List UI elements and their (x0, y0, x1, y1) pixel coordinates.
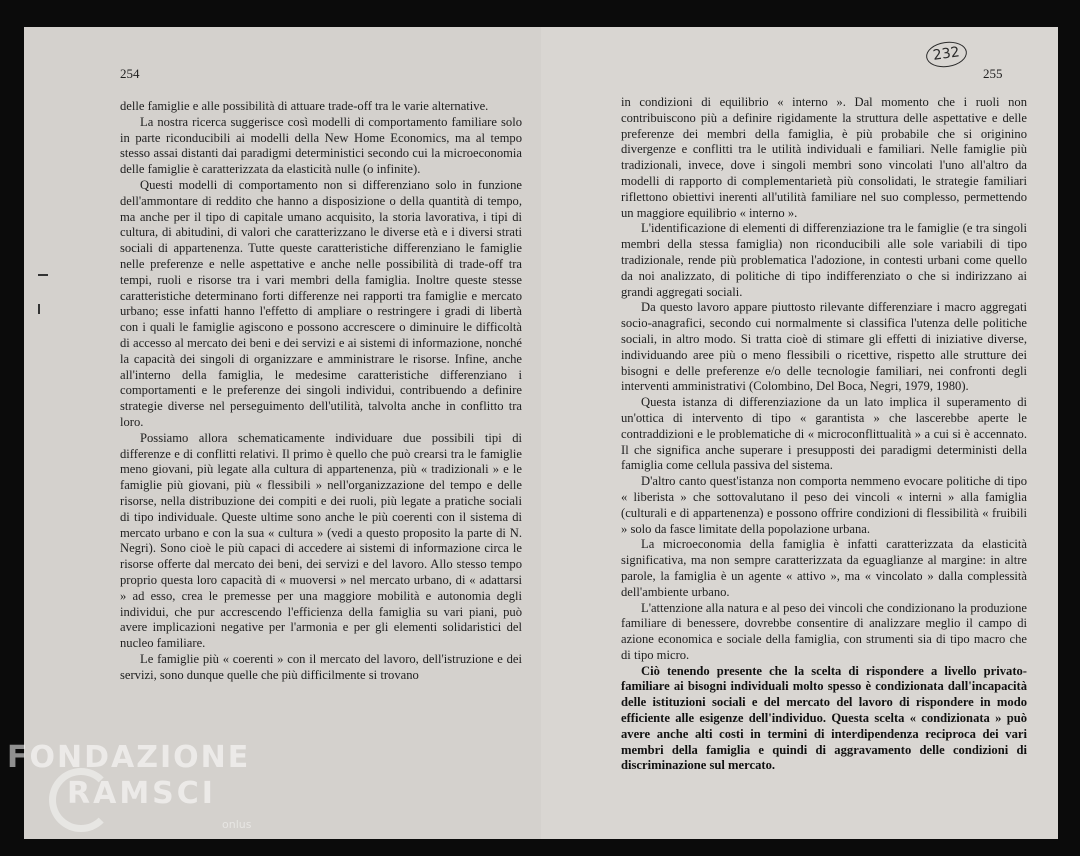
handwritten-archive-number: 232 (924, 39, 968, 69)
paragraph: D'altro canto quest'istanza non comporta nemmeno evocare politiche di tipo « liberista » che sottovalutano il peso dei vincoli « interni » alla famiglia (culturali e di appartenenza) e possono offrire condizioni di flessibilità « fruibili » solo da fasce limitate della popolazione urbana. (621, 474, 1027, 536)
right-page (541, 27, 1058, 839)
left-text-column (120, 99, 522, 683)
paragraph: L'identificazione di elementi di differenziazione tra le famiglie (e tra singoli membri della stessa famiglia) non riconducibili alle sole variabili di tipo tradizionale, rende più problematica l'adozione, in contesti urbani come quello da noi analizzato, di politiche di tipo indifferenziato o che si indirizzano ai grandi aggregati sociali. (621, 221, 1027, 299)
paragraph: Le famiglie più « coerenti » con il mercato del lavoro, dell'istruzione e dei servizi, sono dunque quelle che più difficilmente si trovano (120, 651, 522, 682)
scanned-sheet (24, 27, 1058, 839)
watermark-line3: onlus (222, 818, 252, 831)
page-number-right: 255 (983, 66, 1003, 81)
margin-mark (38, 304, 40, 314)
watermark-line2: RAMSCI (67, 776, 216, 811)
paragraph: L'attenzione alla natura e al peso dei vincoli che condizionano la produzione familiare di benessere, dovrebbe consentire di analizzare meglio il campo di azione economica e sociale della famiglia, con strumenti sia di tipo macro che di tipo micro. (621, 600, 1027, 662)
right-text-column (621, 95, 1027, 774)
left-page (24, 27, 541, 839)
watermark-line1: FONDAZIONE (7, 740, 251, 775)
paragraph: Questa istanza di differenziazione da un lato implica il superamento di un'ottica di intervento di tipo « garantista » che lascerebbe aperte le contraddizioni e le problematiche di « microconflittualità » a cui si è accennato. Il che significa anche superare i presupposti dei paradigmi deterministi della famiglia come cellula passiva del sistema. (621, 395, 1027, 473)
fondazione-gramsci-watermark (7, 740, 272, 840)
paragraph: Da questo lavoro appare piuttosto rilevante differenziare i macro aggregati socio-anagrafici, secondo cui normalmente si classifica l'utenza delle politiche sociali, in altro modo. Si tratta cioè di stimare gli effetti di iniziative diverse, individuando aree più o meno flessibili o ricettive, rispetto alle strutture dei bisogni e delle preferenze e/o delle tecnologie familiari, nei confronti degli interventi amministrativi (Colombino, Del Boca, Negri, 1979, 1980). (621, 300, 1027, 394)
paragraph: Questi modelli di comportamento non si differenziano solo in funzione dell'ammontare di reddito che hanno a disposizione o della quantità di tempo, ma anche per il tipo di capitale umano acquisito, la storia lavorativa, i tipi di cultura, di abitudini, di valori che caratterizzano le diverse età e i diversi strati sociali di appartenenza. Tutte queste caratteristiche differenziano le famiglie nelle preferenze e nelle aspettative e anche nelle possibilità di trade-off tra tempi, ruoli e risorse tra i vari membri della famiglia. Inoltre queste stesse caratteristiche determinano forti differenze nei rapporti tra famiglie e mercato urbano; esse infatti hanno l'effetto di ampliare o restringere i gradi di libertà con i quali le famiglie agiscono e possono accrescere o diminuire le difficoltà di accesso al mercato dei beni e dei servizi e ai sistemi di informazione, nonché la capacità dei singoli di organizzare e amministrare le risorse. Infine, anche all'interno della famiglia, le medesime caratteristiche differenziano i comportamenti e le preferenze dei singoli individui, contribuendo a definire strategie diverse nel perseguimento dell'utilità, talvolta anche in conflitto tra loro. (120, 177, 522, 429)
paragraph: in condizioni di equilibrio « interno ». Dal momento che i ruoli non contribuiscono più a definire rigidamente la struttura delle aspettative e delle preferenze dei membri della famiglia, è più probabile che si originino divergenze e conflitti tra le utilità individuali e familiari. Nelle famiglie più tradizionali, invece, dove i singoli membri sono vincolati l'uno all'altro da modelli di rapporto di complementarietà più consolidati, le strategie familiari riflettono obiettivi inerenti all'utilità familiare nel suo complesso, permettendo un maggiore equilibrio « interno ». (621, 95, 1027, 220)
paragraph: La microeconomia della famiglia è infatti caratterizzata da elasticità significativa, ma non sempre caratterizzata da eguaglianze al margine: in altre parole, la famiglia è un agente « attivo », ma « vincolato » dalla complessità dell'ambiente urbano. (621, 537, 1027, 599)
paragraph: Ciò tenendo presente che la scelta di rispondere a livello privato-familiare ai bisogni individuali molto spesso è condizionata dall'incapacità delle istituzioni sociali e del mercato del lavoro di rispondere in modo efficiente alle esigenze dell'individuo. Questa scelta « condizionata » può avere anche alti costi in termini di interdipendenza reciproca dei vari membri della famiglia e quindi di aggravamento delle condizioni di discriminazione sul mercato. (621, 663, 1027, 773)
page-number-left: 254 (120, 66, 140, 81)
paragraph: Possiamo allora schematicamente individuare due possibili tipi di differenze e di conflitti relativi. Il primo è quello che può crearsi tra le famiglie meno giovani, più legate alla cultura di appartenenza, più « tradizionali » e le famiglie più giovani, più « flessibili » nell'organizzazione del tempo e delle risorse, nella distribuzione dei compiti e dei ruoli, più legate a pratiche sociali di tipo individuale. Queste ultime sono anche le più coerenti con il sistema di mercato urbano e con la sua « cultura » (vedi a questo proposito la parte di N. Negri). Sono cioè le più capaci di accedere ai sistemi di informazione circa le risorse offerte dal mercato dei beni, dei servizi e del lavoro. Allo stesso tempo proprio questa loro capacità di « muoversi » nel mercato urbano, di « adattarsi » ad esso, crea le premesse per una maggiore mobilità e autonomia degli individui, che pur accrescendo l'efficienza della famiglia su vari piani, può avere implicazioni negative per l'armonia e per gli elementi solidaristici del nucleo familiare. (120, 430, 522, 651)
paragraph: La nostra ricerca suggerisce così modelli di comportamento familiare solo in parte riconducibili ai modelli della New Home Economics, ma al tempo stesso assai distanti dai paradigmi deterministici secondo cui la microeconomia delle famiglie è caratterizzata da elasticità nulle (o infinite). (120, 114, 522, 177)
paragraph: delle famiglie e alle possibilità di attuare trade-off tra le varie alternative. (120, 99, 489, 113)
margin-mark (38, 274, 48, 276)
